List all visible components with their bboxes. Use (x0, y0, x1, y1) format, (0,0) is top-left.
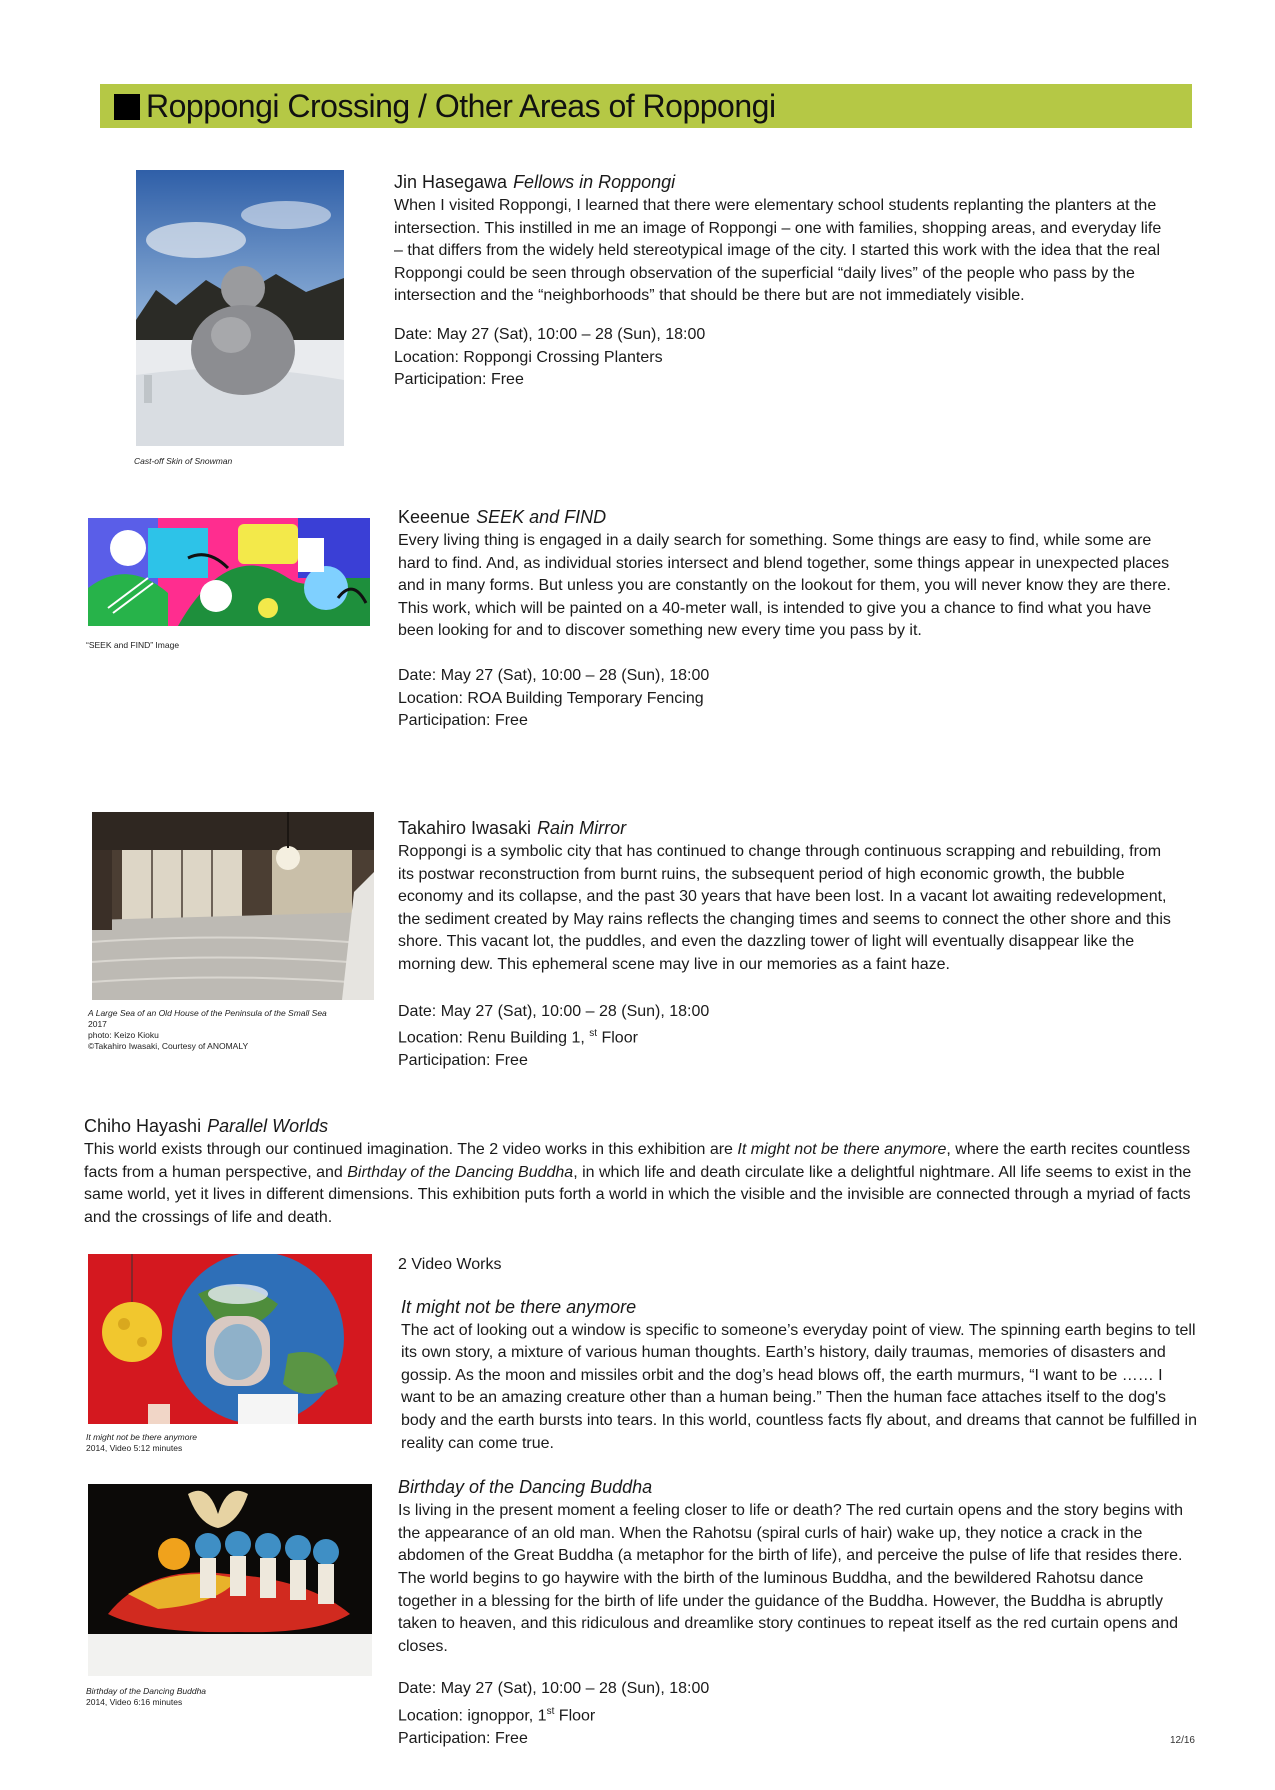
video-works-label: 2 Video Works (398, 1256, 502, 1273)
video-description: The act of looking out a window is specific to someone’s everyday point of view. The spinning earth begins to tell its own story, a mixture of various human thoughts. Earth’s history, daily traumas, memories of disasters and gossip. As the moon and missiles orbit and the dog’s head blows off, the earth murmurs, “I want to be …… I want to be an amazing creature other than a human being.” Then the human face attaches itself to the dog's body and the earth bursts into tears. In this world, countless facts fly about, and dreams that cannot be fulfilled in reality can come true. (401, 1321, 1198, 1452)
entry-keeenue (398, 505, 1178, 733)
section-title: Roppongi Crossing / Other Areas of Roppongi (146, 88, 776, 124)
video-title: It might not be there anymore (401, 1296, 637, 1317)
event-date: Date: May 27 (Sat), 10:00 – 28 (Sun), 18:00 (398, 666, 710, 684)
entry-hasegawa (394, 170, 1174, 392)
black-square-bullet (114, 94, 140, 120)
work-title: Fellows in Roppongi (513, 172, 676, 192)
entry-description: Every living thing is engaged in a daily search for something. Some things are easy to find, while some are hard to find. And, as individual stories intersect and blend together, some things appear in unexpected places and in many forms. But unless you are constantly on the lookout for them, you will never know they are there. This work, which will be painted on a 40-meter wall, is intended to give you a chance to find what you have been looking for and to discover something new every time you pass by it. (398, 532, 1171, 640)
event-location: Location: ignoppor, 1st Floor (398, 1705, 596, 1725)
artist-name: Keeenue (398, 507, 471, 527)
event-location: Location: ROA Building Temporary Fencing (398, 689, 704, 707)
event-participation: Participation: Free (398, 712, 528, 730)
event-participation: Participation: Free (394, 371, 524, 389)
entry-hayashi-intro (84, 1114, 1204, 1229)
dancing-buddha-photo (88, 1484, 372, 1676)
artist-name: Jin Hasegawa (394, 172, 508, 192)
section-banner (100, 84, 1192, 128)
event-participation: Participation: Free (398, 1052, 528, 1070)
earth-mask-photo (88, 1254, 372, 1424)
work-title: Rain Mirror (537, 818, 627, 838)
video-description: Is living in the present moment a feeling closer to life or death? The red curtain opens and the story begins with the appearance of an old man. When the Rahotsu (spiral curls of hair) wake up, they notice a crack in the abdomen of the Great Buddha (a metaphor for the birth of life), and perceive the pulse of life that resides there. The world begins to go haywire with the birth of the luminous Buddha, and the bewildered Rahotsu dance together in a blessing for the birth of life under the guidance of the Buddha. However, the Buddha is abruptly taken to heaven, and this ridiculous and dreamlike story continues to repeat itself as the red curtain opens and closes. (398, 1502, 1184, 1655)
image-caption: “SEEK and FIND” Image (86, 640, 180, 650)
event-location: Location: Roppongi Crossing Planters (394, 348, 663, 366)
entry-description: This world exists through our continued imagination. The 2 video works in this exhibition are It might not be there anymore, where the earth recites countless facts from a human perspective, and Birthday of the Dancing Buddha, in which life and death circulate like a delightful nightmare. All life seems to exist in the same world, yet it lives in different dimensions. This exhibition puts forth a world in which the visible and the invisible are connected through a myriad of facts and the crossings of life and death. (84, 1141, 1192, 1226)
seek-and-find-image (88, 518, 370, 626)
artist-name: Chiho Hayashi (84, 1116, 202, 1136)
entry-description: Roppongi is a symbolic city that has continued to change through continuous scrapping and rebuilding, from its postwar reconstruction from burnt ruins, the subsequent period of high economic growth, the bubble economy and its collapse, and the past 30 years that have been lost. In a vacant lot awaiting redevelopment, the sediment created by May rains reflects the changing times and seems to connect the other shore and this shore. This vacant lot, the puddles, and even the dazzling tower of light will eventually disappear like the morning dew. This ephemeral scene may live in our memories as a faint haze. (398, 843, 1171, 973)
page-number: 12/16 (1169, 1735, 1195, 1746)
image-caption: Cast-off Skin of Snowman (134, 456, 233, 466)
snowman-photo (136, 170, 344, 446)
image-caption: A Large Sea of an Old House of the Peninsula of the Small Sea 2017 photo: Keizo Kioku ©Takahiro Iwasaki, Courtesy of ANOMALY (88, 1008, 327, 1051)
event-location: Location: Renu Building 1, $^{st}$ Floor (398, 1028, 638, 1047)
entry-description: When I visited Roppongi, I learned that there were elementary school students replanting the planters at the intersection. This instilled in me an image of Roppongi – one with families, shopping areas, and everyday life – that differs from the widely held stereotypical image of the city. I started this work with the idea that the real Roppongi could be seen through observation of the superficial “daily lives” of the people who pass by the intersection and the “neighborhoods” that should be there but are not immediately visible. (394, 197, 1162, 305)
work-title: Parallel Worlds (207, 1116, 329, 1136)
event-date: Date: May 27 (Sat), 10:00 – 28 (Sun), 18:00 (398, 1680, 710, 1698)
work-title: SEEK and FIND (476, 507, 607, 527)
image-caption: Birthday of the Dancing Buddha 2014, Video 6:16 minutes (86, 1686, 207, 1707)
image-caption: It might not be there anymore 2014, Video 5:12 minutes (86, 1432, 198, 1453)
video-title: Birthday of the Dancing Buddha (398, 1477, 653, 1498)
entry-iwasaki (398, 816, 1178, 1073)
video-works (398, 1254, 1198, 1750)
event-date: Date: May 27 (Sat), 10:00 – 28 (Sun), 18:00 (398, 1002, 710, 1020)
artist-name: Takahiro Iwasaki (398, 818, 532, 838)
rain-mirror-photo (92, 812, 374, 1000)
event-date: Date: May 27 (Sat), 10:00 – 28 (Sun), 18:00 (394, 325, 706, 343)
event-participation: Participation: Free (398, 1729, 528, 1747)
